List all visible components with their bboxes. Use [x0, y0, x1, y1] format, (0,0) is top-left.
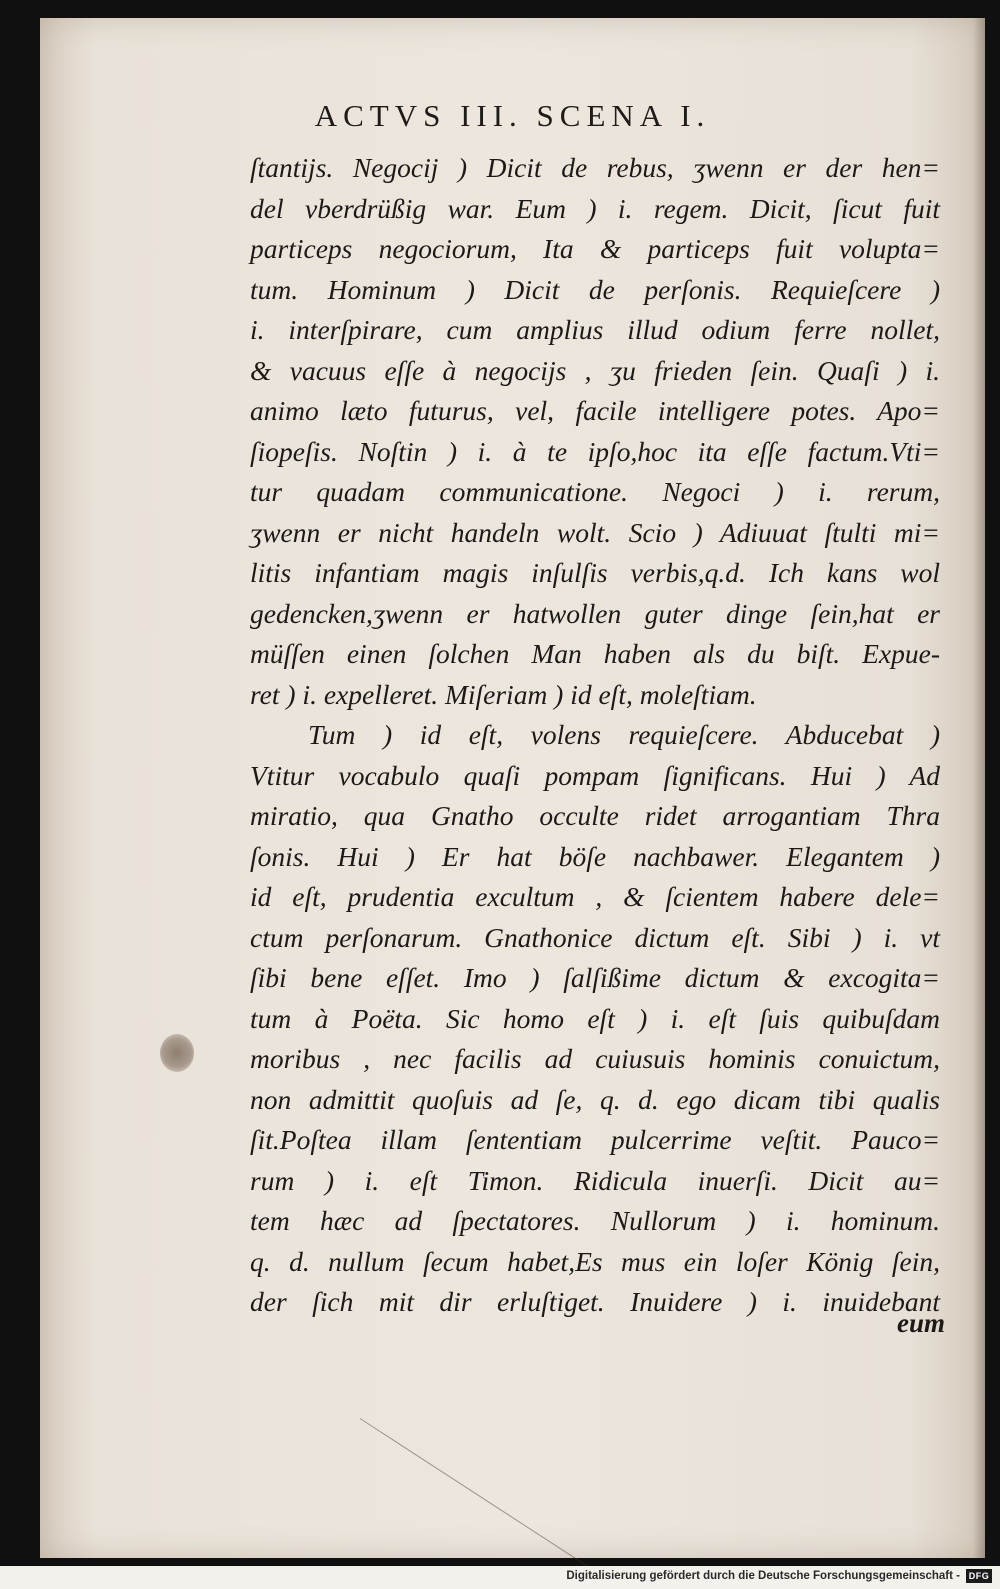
text-line: ſiopeſis. Noſtin ) i. à te ipſo,hoc ita eſſe factum.Vti= [250, 435, 940, 467]
text-line: ſibi bene eſſet. Imo ) ſalſißime dictum & excogita= [250, 962, 940, 993]
text-line: der ſich mit dir erluſtiget. Inuidere ) i. inuidebant [250, 1286, 940, 1317]
text-line: particeps negociorum, Ita & particeps fuit volupta= [250, 233, 940, 264]
text-line: ſit.Poſtea illam ſententiam pulcerrime veſtit. Pauco= [250, 1124, 940, 1155]
text-line: animo læto futurus, vel, facile intelligere potes. Apo= [250, 395, 940, 426]
text-line: moribus , nec facilis ad cuiusuis hominis conuictum, [250, 1043, 940, 1074]
text-line: tem hæc ad ſpectatores. Nullorum ) i. hominum. [250, 1205, 940, 1236]
text-line: müſſen einen ſolchen Man haben als du biſt. Expue- [250, 638, 940, 669]
commentary-text [250, 148, 940, 1323]
text-line: id eſt, prudentia excultum , & ſcientem habere dele= [250, 881, 940, 912]
text-line: litis infantiam magis inſulſis verbis,q.d. Ich kans wol [250, 557, 940, 588]
text-line: tum à Poëta. Sic homo eſt ) i. eſt ſuis quibuſdam [250, 1002, 940, 1034]
text-line: i. interſpirare, cum amplius illud odium ferre nollet, [250, 314, 940, 345]
text-line: del vberdrüßig war. Eum ) i. regem. Dicit, ſicut fuit [250, 192, 940, 224]
catchword: eum [896, 1308, 945, 1338]
text-line: q. d. nullum ſecum habet,Es mus ein loſer König ſein, [250, 1245, 940, 1277]
running-head: ACTVS III. SCENA I. [314, 98, 711, 133]
text-line: miratio, qua Gnatho occulte ridet arrogantiam Thra [250, 800, 940, 831]
ink-stain [160, 1034, 194, 1072]
text-line: tur quadam communicatione. Negoci ) i. rerum, [250, 476, 940, 507]
text-line: ctum perſonarum. Gnathonice dictum eſt. Sibi ) i. vt [250, 921, 940, 953]
text-line: ſonis. Hui ) Er hat böſe nachbawer. Elegantem ) [250, 840, 940, 872]
text-line: & vacuus eſſe à negocijs , ʒu frieden ſein. Quaſi ) i. [250, 354, 940, 386]
text-line: tum. Hominum ) Dicit de perſonis. Requieſcere ) [250, 273, 940, 305]
text-line: gedencken,ʒwenn er hatwollen guter dinge ſein,hat er [250, 597, 940, 629]
text-line: ʒwenn er nicht handeln wolt. Scio ) Adiuuat ſtulti mi= [250, 516, 940, 548]
page-edge-shadow [973, 18, 985, 1558]
paper-crease [360, 1418, 662, 1566]
book-page [40, 18, 985, 1558]
text-line: non admittit quoſuis ad ſe, q. d. ego dicam tibi qualis [250, 1083, 940, 1115]
footer-bar [0, 1566, 1000, 1589]
text-line: rum ) i. eſt Timon. Ridicula inuerſi. Dicit au= [250, 1164, 940, 1196]
text-line: Vtitur vocabulo quaſi pompam ſignificans. Hui ) Ad [250, 759, 940, 791]
text-line: ret ) i. expelleret. Miſeriam ) id eſt, moleſtiam. [250, 678, 757, 710]
paragraph-first-line: Tum ) id eſt, volens requieſcere. Abducebat ) [308, 719, 940, 750]
text-line: ſtantijs. Negocij ) Dicit de rebus, ʒwenn er der hen= [250, 152, 940, 183]
funding-credit: Digitalisierung gefördert durch die Deutsche Forschungsgemeinschaft - [566, 1570, 960, 1582]
dfg-logo-icon[interactable]: DFG [966, 1569, 992, 1583]
